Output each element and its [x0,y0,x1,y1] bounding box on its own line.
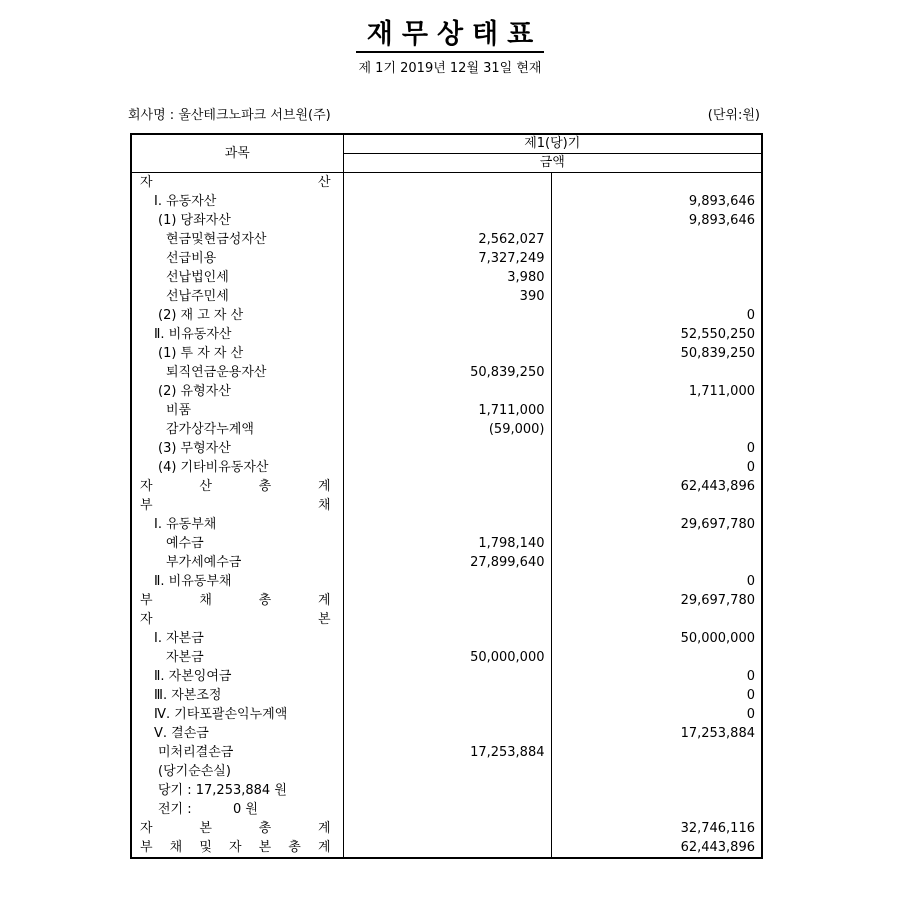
total-amount [551,534,762,553]
table-row [131,325,762,344]
table-row [131,287,762,306]
account-label: 예수금 [131,534,343,553]
account-label: (4) 기타비유동자산 [131,458,343,477]
account-label: Ⅱ. 비유동자산 [131,325,343,344]
label-word: 채 [317,498,331,513]
total-amount [551,800,762,819]
total-amount [551,762,762,781]
spaced-account-label [140,610,337,629]
total-amount [551,496,762,515]
detail-amount: 390 [343,287,551,306]
total-amount: 29,697,780 [551,515,762,534]
total-amount: 52,550,250 [551,325,762,344]
detail-amount [343,477,551,496]
spaced-account-label [140,477,337,496]
account-label: 퇴직연금운용자산 [131,363,343,382]
table-row [131,553,762,572]
detail-amount [343,306,551,325]
table-row [131,192,762,211]
detail-amount [343,667,551,686]
label-word: 채 [169,840,183,855]
total-amount: 0 [551,306,762,325]
spaced-account-label [140,173,337,192]
detail-amount [343,439,551,458]
table-row [131,477,762,496]
total-amount: 62,443,896 [551,838,762,858]
detail-amount: (59,000) [343,420,551,439]
account-label: Ⅳ. 기타포괄손익누계액 [131,705,343,724]
detail-amount [343,686,551,705]
total-amount [551,420,762,439]
balance-sheet-table [130,133,763,859]
account-label: 전기 : 0 원 [131,800,343,819]
total-amount [551,249,762,268]
detail-amount [343,458,551,477]
label-word: 총 [258,479,272,494]
label-word: 계 [317,479,331,494]
account-label [131,610,343,629]
table-row [131,724,762,743]
detail-amount [343,211,551,230]
table-row [131,781,762,800]
detail-amount [343,515,551,534]
label-word: 자 [140,479,153,494]
total-amount: 0 [551,686,762,705]
total-amount [551,173,762,193]
account-label: 선납주민세 [131,287,343,306]
label-word: 계 [317,840,331,855]
total-amount [551,287,762,306]
table-row [131,800,762,819]
detail-amount [343,610,551,629]
label-word: 본 [199,821,212,836]
table-row [131,363,762,382]
total-amount: 9,893,646 [551,192,762,211]
detail-amount [343,819,551,838]
detail-amount: 7,327,249 [343,249,551,268]
total-amount: 17,253,884 [551,724,762,743]
table-row [131,230,762,249]
label-word: 및 [199,840,212,855]
table-row [131,819,762,838]
total-amount: 0 [551,458,762,477]
detail-amount [343,629,551,648]
detail-amount [343,724,551,743]
label-word: 총 [258,821,272,836]
total-amount: 29,697,780 [551,591,762,610]
detail-amount: 1,798,140 [343,534,551,553]
total-amount [551,743,762,762]
detail-amount [343,496,551,515]
total-amount [551,401,762,420]
label-word: 계 [317,821,331,836]
account-label: 현금및현금성자산 [131,230,343,249]
detail-amount: 2,562,027 [343,230,551,249]
total-amount [551,268,762,287]
table-row [131,591,762,610]
table-row [131,306,762,325]
detail-amount [343,173,551,193]
detail-amount [343,344,551,363]
table-row [131,667,762,686]
detail-amount: 1,711,000 [343,401,551,420]
total-amount [551,781,762,800]
total-amount: 0 [551,667,762,686]
table-row [131,648,762,667]
total-amount: 0 [551,705,762,724]
account-label: (당기순손실) [131,762,343,781]
account-label: 비품 [131,401,343,420]
total-amount: 1,711,000 [551,382,762,401]
detail-amount [343,838,551,858]
account-label: 선급비용 [131,249,343,268]
account-label: 당기 : 17,253,884 원 [131,781,343,800]
account-label: 자본금 [131,648,343,667]
account-label [131,838,343,858]
total-amount: 50,839,250 [551,344,762,363]
detail-amount: 50,839,250 [343,363,551,382]
total-amount [551,648,762,667]
amount-header: 금액 [343,154,762,173]
total-amount [551,363,762,382]
statement-title: 재무상태표 [0,12,900,51]
table-row [131,211,762,230]
label-word: 부 [140,498,153,513]
table-row [131,344,762,363]
account-label: (2) 재 고 자 산 [131,306,343,325]
table-row [131,268,762,287]
table-row [131,439,762,458]
detail-amount [343,705,551,724]
detail-amount [343,781,551,800]
label-word: 자 [140,821,153,836]
table-row [131,458,762,477]
table-row [131,496,762,515]
table-row [131,382,762,401]
spaced-account-label [140,591,337,610]
spaced-account-label [140,819,337,838]
account-label [131,591,343,610]
detail-amount [343,762,551,781]
detail-amount: 50,000,000 [343,648,551,667]
table-row [131,173,762,193]
account-label: Ⅱ. 비유동부채 [131,572,343,591]
account-label: (1) 투 자 자 산 [131,344,343,363]
label-word: 본 [317,612,331,627]
detail-amount [343,572,551,591]
table-row [131,610,762,629]
table-row [131,249,762,268]
table-row [131,762,762,781]
account-label: Ⅴ. 결손금 [131,724,343,743]
label-word: 산 [199,479,212,494]
account-label [131,819,343,838]
table-row [131,705,762,724]
detail-amount [343,591,551,610]
detail-amount [343,325,551,344]
label-word: 본 [258,840,272,855]
detail-amount [343,382,551,401]
detail-amount: 27,899,640 [343,553,551,572]
company-name: 회사명 : 울산테크노파크 서브원(주) [128,108,331,123]
table-row [131,515,762,534]
account-label [131,173,343,193]
account-label: Ⅰ. 유동자산 [131,192,343,211]
table-row [131,401,762,420]
label-word: 자 [228,840,242,855]
account-label: 부가세예수금 [131,553,343,572]
period-header: 제1(당)기 [343,134,762,154]
label-word: 자 [140,612,153,627]
account-label: Ⅲ. 자본조정 [131,686,343,705]
account-label: (2) 유형자산 [131,382,343,401]
currency-unit: (단위:원) [707,108,760,123]
label-word: 총 [288,840,301,855]
table-row [131,686,762,705]
label-word: 부 [140,840,153,855]
account-label: 감가상각누계액 [131,420,343,439]
total-amount: 62,443,896 [551,477,762,496]
label-word: 총 [258,593,272,608]
table-row [131,420,762,439]
detail-amount: 3,980 [343,268,551,287]
account-column-header: 과목 [131,134,343,173]
total-amount: 0 [551,572,762,591]
label-word: 산 [317,175,331,190]
detail-amount: 17,253,884 [343,743,551,762]
detail-amount [343,192,551,211]
label-word: 부 [140,593,153,608]
account-label: (3) 무형자산 [131,439,343,458]
total-amount: 50,000,000 [551,629,762,648]
table-row [131,743,762,762]
account-label: (1) 당좌자산 [131,211,343,230]
total-amount [551,230,762,249]
statement-date: 제 1기 2019년 12월 31일 현재 [358,61,542,76]
account-label: Ⅰ. 자본금 [131,629,343,648]
table-row [131,534,762,553]
total-amount: 32,746,116 [551,819,762,838]
account-label: Ⅱ. 자본잉여금 [131,667,343,686]
table-row [131,629,762,648]
table-row [131,838,762,858]
account-label: 미처리결손금 [131,743,343,762]
total-amount [551,610,762,629]
account-label [131,496,343,515]
total-amount [551,553,762,572]
spaced-account-label [140,838,337,857]
table-row [131,572,762,591]
account-label: Ⅰ. 유동부채 [131,515,343,534]
total-amount: 0 [551,439,762,458]
label-word: 자 [140,175,153,190]
account-label: 선납법인세 [131,268,343,287]
spaced-account-label [140,496,337,515]
label-word: 채 [199,593,212,608]
detail-amount [343,800,551,819]
total-amount: 9,893,646 [551,211,762,230]
account-label [131,477,343,496]
label-word: 계 [317,593,331,608]
